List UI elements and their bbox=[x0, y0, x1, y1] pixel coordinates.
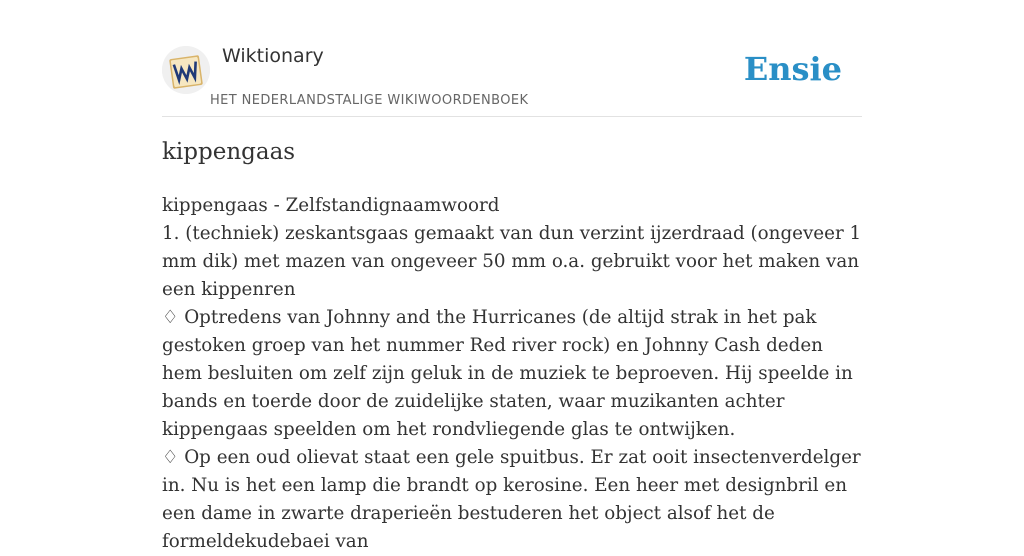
site-header bbox=[162, 0, 862, 117]
entry-example-2: ♢ Op een oud olievat staat een gele spuitbus. Er zat ooit insectenverdelger in. Nu is het een lamp die brandt op kerosine. Een heer met designbril en een dame in zwarte draperieën bestuderen het object alsof het de formeldekudebaei van bbox=[162, 447, 861, 552]
entry-example-1: ♢ Optredens van Johnny and the Hurricanes (de altijd strak in het pak gestoken groep van het nummer Red river rock) en Johnny Cash deden hem besluiten om zelf zijn geluk in de muziek te beproeven. Hij speelde in bands en toerde door de zuidelijke staten, waar muzikanten achter kippengaas speelden om het rondvliegende glas te ontwijken. bbox=[162, 307, 853, 440]
site-name[interactable]: Wiktionary bbox=[222, 45, 324, 67]
entry-definition bbox=[162, 192, 862, 556]
ensie-brand-link[interactable]: Ensie bbox=[743, 50, 842, 88]
site-subtitle: HET NEDERLANDSTALIGE WIKIWOORDENBOEK bbox=[210, 93, 529, 108]
entry-definition-text: 1. (techniek) zeskantsgaas gemaakt van dun verzint ijzerdraad (ongeveer 1 mm dik) met mazen van ongeveer 50 mm o.a. gebruikt voor het maken van een kippenren bbox=[162, 223, 862, 300]
entry-word-type: kippengaas - Zelfstandignaamwoord bbox=[162, 195, 500, 216]
wiktionary-logo-icon[interactable] bbox=[162, 46, 210, 94]
entry-title: kippengaas bbox=[162, 139, 296, 165]
